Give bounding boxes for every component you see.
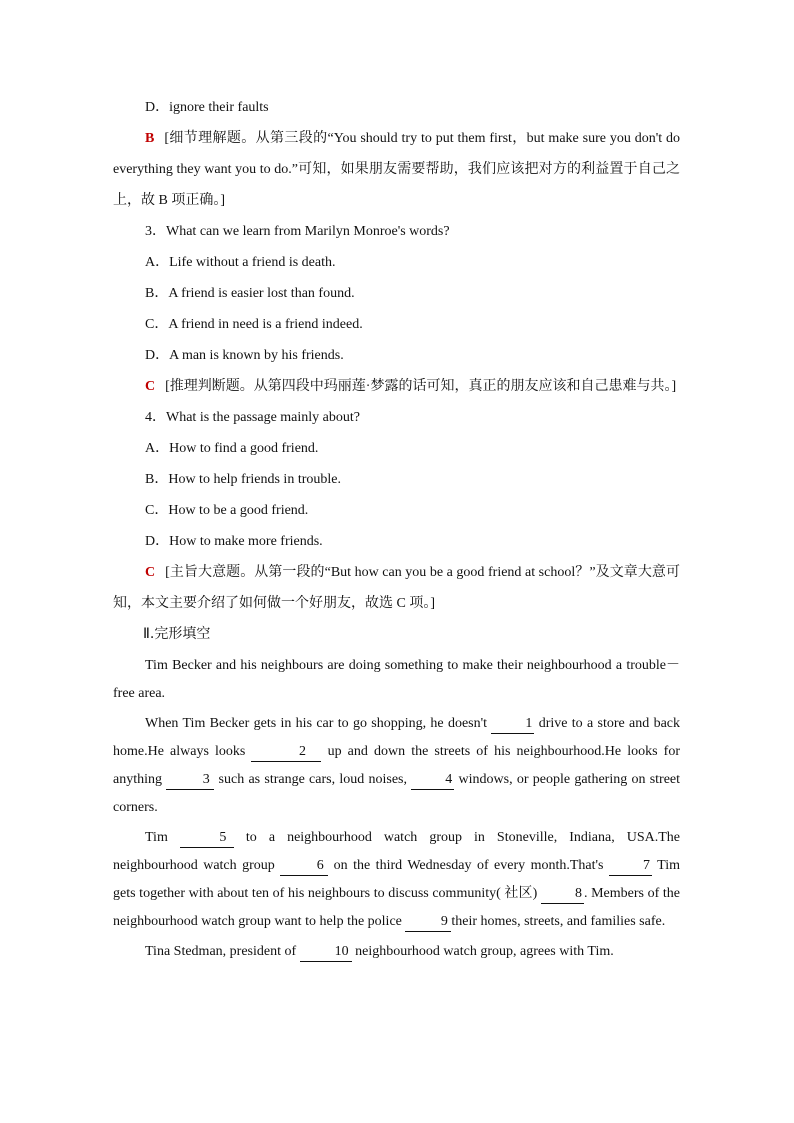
cloze-intro: Tim Becker and his neighbours are doing something to make their neighbourhood a trouble－free area. bbox=[113, 658, 680, 701]
q4-answer bbox=[113, 557, 680, 619]
q3-question: 3．What can we learn from Marilyn Monroe's words? bbox=[145, 224, 450, 239]
cloze-text: to a neighbourhood watch group in Stoneville, Indiana, USA.The neighbourhood watch group bbox=[113, 830, 681, 873]
cloze-text: . Members of the neighbourhood watch group want to help the police bbox=[113, 886, 680, 929]
blank-8[interactable]: 8 bbox=[541, 885, 584, 904]
cloze-paragraph-2 bbox=[113, 824, 680, 936]
cloze-text: up and down the streets of his neighbourhood.He looks for anything bbox=[113, 744, 680, 787]
cloze-text: their homes, streets, and families safe. bbox=[451, 914, 666, 929]
blank-6[interactable]: 6 bbox=[280, 857, 328, 876]
q4-answer-letter: C bbox=[145, 565, 156, 580]
blank-4[interactable]: 4 bbox=[411, 771, 454, 790]
q3-option-c: C．A friend in need is a friend indeed. bbox=[145, 317, 363, 332]
cloze-text: When Tim Becker gets in his car to go shopping, he doesn't bbox=[145, 716, 488, 731]
cloze-text: neighbourhood watch group, agrees with Tim. bbox=[355, 944, 614, 959]
blank-9[interactable]: 9 bbox=[405, 913, 451, 932]
cloze-text: drive to a store and back home.He always looks bbox=[113, 716, 681, 759]
section-title: Ⅱ.完形填空 bbox=[143, 626, 211, 642]
q4-option-d: D．How to make more friends. bbox=[145, 534, 323, 549]
q3-answer-letter: C bbox=[145, 379, 156, 394]
cloze-text: Tim gets together with about ten of his neighbours to discuss community( 社区) bbox=[113, 858, 681, 901]
q3-option-d: D．A man is known by his friends. bbox=[145, 348, 344, 363]
document-page bbox=[113, 92, 680, 966]
q4-option-c: C．How to be a good friend. bbox=[145, 503, 309, 518]
blank-1[interactable]: 1 bbox=[491, 715, 534, 734]
q3-option-b: B．A friend is easier lost than found. bbox=[145, 286, 355, 301]
q2-answer bbox=[113, 123, 680, 216]
q4-option-b: B．How to help friends in trouble. bbox=[145, 472, 341, 487]
q4-question: 4．What is the passage mainly about? bbox=[145, 410, 360, 425]
cloze-text: Tim bbox=[145, 830, 168, 845]
q3-answer bbox=[113, 371, 680, 402]
cloze-text: Tina Stedman, president of bbox=[145, 944, 297, 959]
q2-explanation: [细节理解题。从第三段的“You should try to put them first，but make sure you don't do everything they want you to do.”可知，如果朋友需要帮助，我们应该把对方的利益置于自己之上，故 B 项正确。] bbox=[113, 131, 680, 208]
cloze-paragraph-1 bbox=[113, 710, 680, 822]
cloze-text: such as strange cars, loud noises, bbox=[218, 772, 407, 787]
q2-option-d: D．ignore their faults bbox=[145, 100, 269, 115]
q3-explanation: [推理判断题。从第四段中玛丽莲·梦露的话可知，真正的朋友应该和自己患难与共。] bbox=[165, 379, 677, 394]
cloze-text: windows, or people gathering on street corners. bbox=[113, 772, 681, 815]
blank-5[interactable]: 5 bbox=[180, 829, 234, 848]
blank-10[interactable]: 10 bbox=[300, 943, 352, 962]
q4-explanation: [主旨大意题。从第一段的“But how can you be a good friend at school？”及文章大意可知，本文主要介绍了如何做一个好朋友，故选 C 项。] bbox=[113, 565, 680, 611]
blank-3[interactable]: 3 bbox=[166, 771, 214, 790]
cloze-text: on the third Wednesday of every month.That's bbox=[333, 858, 604, 873]
blank-2[interactable]: 2 bbox=[251, 743, 321, 762]
blank-7[interactable]: 7 bbox=[609, 857, 652, 876]
q4-option-a: A．How to find a good friend. bbox=[145, 441, 319, 456]
q3-option-a: A．Life without a friend is death. bbox=[145, 255, 336, 270]
q2-answer-letter: B bbox=[145, 131, 155, 146]
cloze-paragraph-3 bbox=[113, 938, 680, 966]
